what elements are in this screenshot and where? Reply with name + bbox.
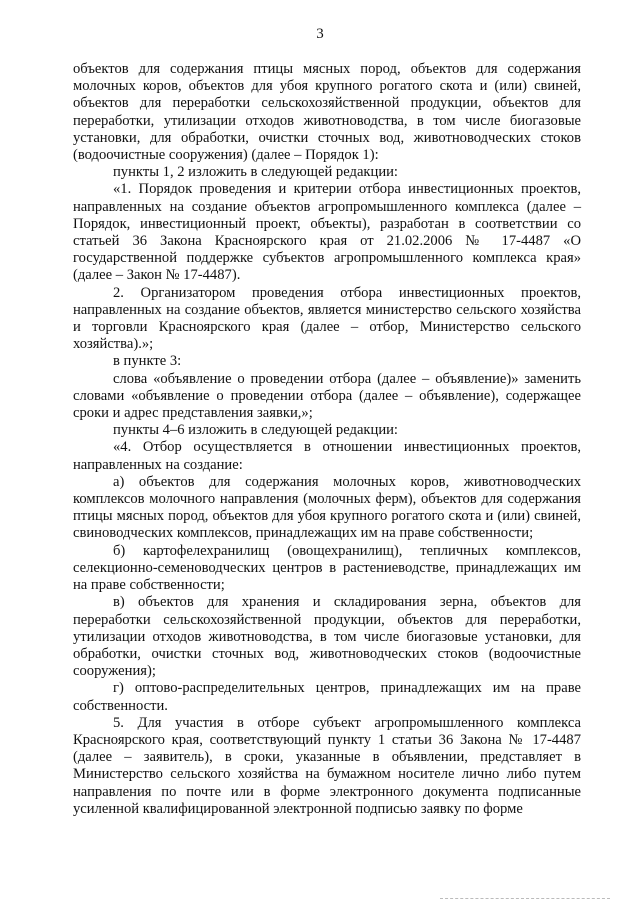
paragraph-item-2: 2. Организатором проведения отбора инвестиционных проектов, направленных на создание объектов, является министерство сельского хозяйства и торговли Красноярского края (далее – отбор, Министерство сельского хозяйства).»; xyxy=(73,284,581,353)
paragraph-item-4b: б) картофелехранилищ (овощехранилищ), тепличных комплексов, селекционно-семеноводческих центров в растениеводстве, принадлежащих им на праве собственности; xyxy=(73,542,581,594)
paragraph-item-3-replace: слова «объявление о проведении отбора (далее – объявление)» заменить словами «объявление о проведении отбора (далее – объявление), содержащее сроки и адрес представления заявки,»; xyxy=(73,370,581,422)
paragraph-item-1: «1. Порядок проведения и критерии отбора инвестиционных проектов, направленных на создание объектов агропромышленного комплекса (далее – Порядок, инвестиционный проект, объекты), разработан в соответствии со статьей 36 Закона Красноярского края от 21.02.2006 № 17-4487 «О государственной поддержке субъектов агропромышленного комплекса края» (далее – Закон № 17-4487). xyxy=(73,181,581,284)
paragraph-item-3-intro: в пункте 3: xyxy=(113,353,182,370)
document-body xyxy=(73,61,581,818)
paragraph-items-1-2-intro: пункты 1, 2 изложить в следующей редакции: xyxy=(113,164,398,181)
paragraph-order1-continuation: объектов для содержания птицы мясных пород, объектов для содержания молочных коров, объектов для убоя крупного рогатого скота и (или) свиней, объектов для переработки сельскохозяйственной продукции, объектов для переработки, утилизации отходов животноводства, в том числе биогазовые установки, для обработки, очистки сточных вод, животноводческих стоков (водоочистные сооружения) (далее – Порядок 1): xyxy=(73,61,581,164)
paragraph-item-4a: а) объектов для содержания молочных коров, животноводческих комплексов молочного направления (молочных ферм), объектов для содержания птицы мясных пород, объектов для убоя крупного рогатого скота и (или) свиней, свиноводческих комплексов, принадлежащих им на праве собственности; xyxy=(73,473,581,542)
scan-edge-mark xyxy=(440,898,610,899)
paragraph-item-4: «4. Отбор осуществляется в отношении инвестиционных проектов, направленных на создание: xyxy=(73,439,581,473)
paragraph-item-4v: в) объектов для хранения и складирования зерна, объектов для переработки сельскохозяйственной продукции, объектов для переработки, утилизации отходов животноводства, в том числе биогазовые установки, для обработки, очистки сточных вод, животноводческих стоков (водоочистные сооружения); xyxy=(73,594,581,680)
paragraph-item-4g: г) оптово-распределительных центров, принадлежащих им на праве собственности. xyxy=(73,680,581,714)
paragraph-items-4-6-intro: пункты 4–6 изложить в следующей редакции: xyxy=(113,422,398,439)
page-number: 3 xyxy=(316,26,324,42)
paragraph-item-5: 5. Для участия в отборе субъект агропромышленного комплекса Красноярского края, соответствующий пункту 1 статьи 36 Закона № 17-4487 (далее – заявитель), в сроки, указанные в объявлении, представляет в Министерство сельского хозяйства на бумажном носителе лично либо путем направления по почте или в форме электронного документа подписанные усиленной квалифицированной электронной подписью заявку по форме xyxy=(73,714,581,817)
